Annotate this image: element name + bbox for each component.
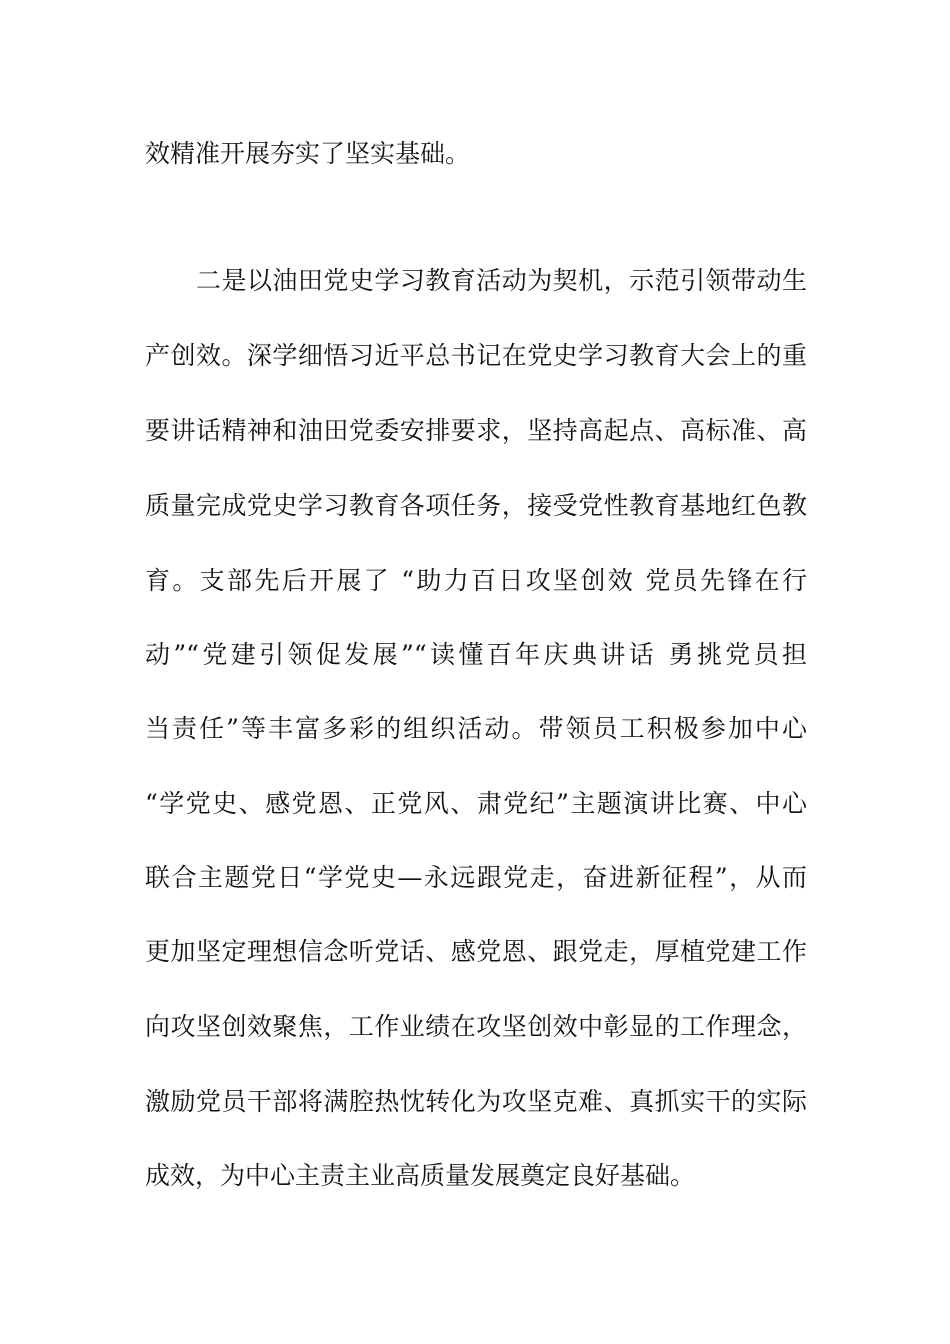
- paragraph-2-line-5: 育。支部先后开展了 “助力百日攻坚创效 党员先锋在行: [145, 566, 807, 595]
- paragraph-2-line-1: 二是以油田党史学习教育活动为契机，示范引领带动生: [196, 266, 807, 295]
- paragraph-2-line-11: 向攻坚创效聚焦，工作业绩在攻坚创效中彰显的工作理念，: [145, 1012, 807, 1041]
- paragraph-2-line-10: 更加坚定理想信念听党话、感党恩、跟党走，厚植党建工作: [145, 937, 807, 966]
- paragraph-2-line-13: 成效，为中心主责主业高质量发展奠定良好基础。: [145, 1161, 696, 1190]
- paragraph-2-line-8: “学党史、感党恩、正党风、肃党纪”主题演讲比赛、中心: [145, 789, 807, 818]
- paragraph-2-line-2: 产创效。深学细悟习近平总书记在党史学习教育大会上的重: [145, 341, 807, 370]
- paragraph-1-line-1: 效精准开展夯实了坚实基础。: [145, 139, 471, 168]
- paragraph-2-line-6: 动”“党建引领促发展”“读懂百年庆典讲话 勇挑党员担: [145, 640, 807, 669]
- paragraph-2-line-9: 联合主题党日“学党史—永远跟党走，奋进新征程”，从而: [145, 863, 807, 892]
- paragraph-2-line-3: 要讲话精神和油田党委安排要求，坚持高起点、高标准、高: [145, 416, 807, 445]
- paragraph-2-line-7: 当责任”等丰富多彩的组织活动。带领员工积极参加中心: [145, 714, 807, 743]
- paragraph-2-line-12: 激励党员干部将满腔热忱转化为攻坚克难、真抓实干的实际: [145, 1087, 807, 1116]
- paragraph-2-line-4: 质量完成党史学习教育各项任务，接受党性教育基地红色教: [145, 491, 807, 520]
